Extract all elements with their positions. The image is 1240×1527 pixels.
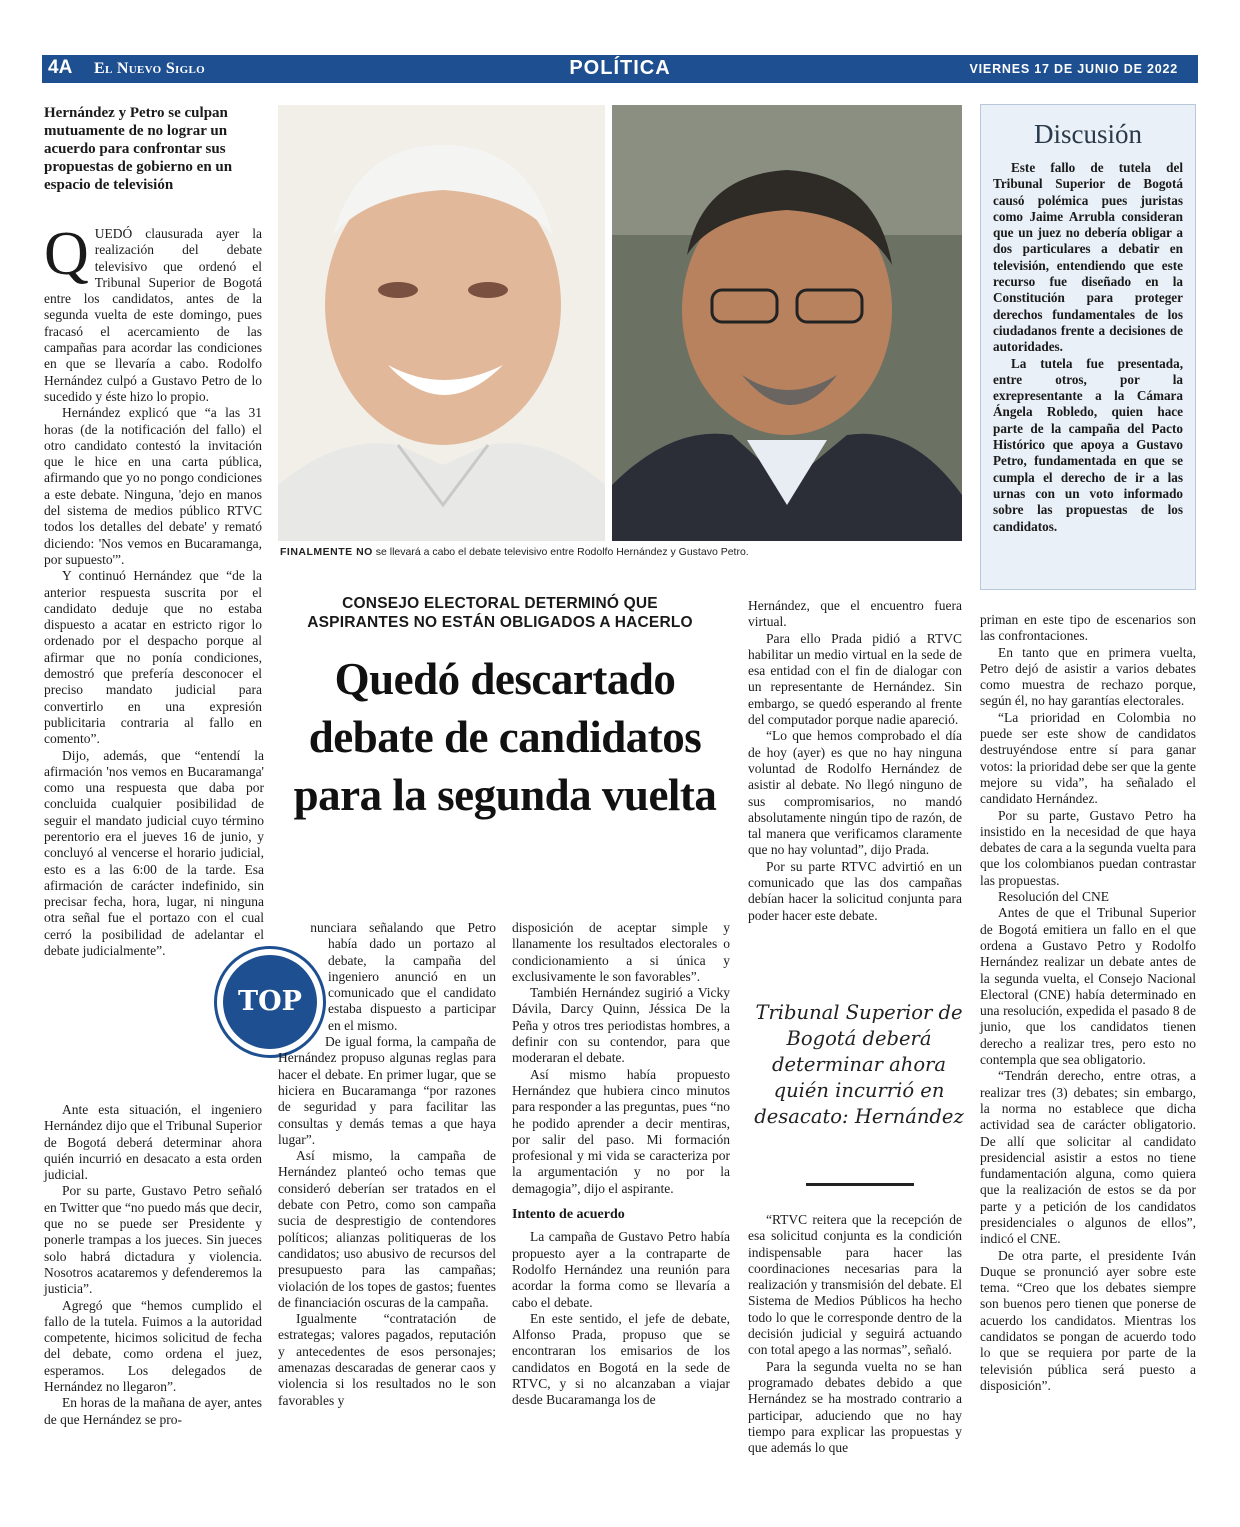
caption-text: se llevará a cabo el debate televisivo entre Rodolfo Hernández y Gustavo Petro. (372, 546, 749, 558)
lead-text: clausurada ayer la realización del debate televisivo que ordenó el Tribunal Superior de Bogotá entre los candidatos, antes de la segunda vuelta de este domingo, pues fracasó el acercamiento de las campañas para acordar las condiciones en que se llevaría a cabo. Rodolfo Hernández culpó a Gustavo Petro de lo sucedido y éste hizo lo propio. (44, 226, 262, 404)
article-column-5 (980, 612, 1196, 1394)
paragraph: priman en este tipo de escenarios son las confrontaciones. (980, 612, 1196, 644)
paragraph: Antes de que el Tribunal Superior de Bogotá emitiera un fallo en el que ordena a Gustavo Petro y Rodolfo Hernández realizar un debate antes de la segunda vuelta, el Consejo Nacional Electoral (CNE) había determinado en una resolución, expedida el pasado 8 de junio, que los candidatos tienen derecho a realizar tres, pero esto no contempla que sea obligatorio. (980, 905, 1196, 1068)
paragraph: “Lo que hemos comprobado el día de hoy (ayer) es que no hay ninguna voluntad de Rodolfo Hernández de asistir al debate. No llegó ninguno de sus compromisarios, no mandó absolutamente ningún tipo de razón, de tal manera que verificamos claramente que no hay voluntad”, dijo Prada. (748, 728, 962, 858)
paragraph: La tutela fue presentada, entre otros, por la exrepresentante a la Cámara Ángela Robledo, quien hace parte de la campaña del Pacto Histórico que apoya a Gustavo Petro, fundamentada en que se cumpla el derecho de ir a las urnas con un voto informado sobre las propuestas de los candidatos. (993, 355, 1183, 534)
section-title: POLÍTICA (569, 57, 671, 79)
subhead-cne: Resolución del CNE (998, 889, 1109, 905)
paragraph: Por su parte, Gustavo Petro señaló en Twitter que “no puedo más que decir, que no se puede ser Presidente y ponerle trampas a los jueces. Sin jueces solo habrá dictadura y violencia. Nosotros acataremos y defenderemos la justicia”. (44, 1183, 262, 1297)
article-column-2 (278, 920, 496, 1409)
paragraph: Igualmente “contratación de estrategas; valores pagados, reputación y antecedentes de esos personajes; amenazas descaradas de generar caos y violencia si los resultados no le son favorables y (278, 1311, 496, 1408)
article-column-4 (748, 598, 962, 924)
paragraph: Ante esta situación, el ingeniero Hernández dijo que el Tribunal Superior de Bogotá deberá determinar ahora quién incurrió en desacato a esta orden judicial. (44, 1102, 262, 1183)
sidebar-text (993, 160, 1183, 535)
paragraph: Agregó que “hemos cumplido el fallo de la tutela. Fuimos a la autoridad competente, hicimos solicitud de fecha del debate, como ordena el juez, esperamos. Los delegados de Hernández no llegaron”. (44, 1297, 262, 1395)
top-badge-label: TOP (223, 955, 317, 1049)
photo-petro-image (612, 105, 962, 541)
lead-paragraph (44, 220, 262, 405)
sidebar-discusion (980, 104, 1196, 590)
paragraph: Dijo, además, que “entendí la afirmación 'nos vemos en Bucaramanga' como una respuesta que daba por concluida cualquier posibilidad de seguir el mandato judicial cuyo término perentorio era el jueves 16 de junio, y concluyó al vencerse el horario judicial, esto es a las 6:00 de la tarde. Esa afirmación de carácter indefinido, sin precisar fecha, hora, lugar, ni ninguna otra señal fue el portazo con el cual cerró la posibilidad de adelantar el debate judicialmente”. (44, 747, 264, 959)
paragraph: De igual forma, la campaña de Hernández propuso algunas reglas para hacer el debate. En primer lugar, que se hiciera en Bucaramanga “por razones de seguridad y para facilitar las consultas y demás temas a que haya lugar”. (278, 1034, 496, 1147)
pull-quote-rule (806, 1183, 914, 1186)
paragraph: Así mismo había propuesto Hernández que hubiera cinco minutos para responder a las preguntas, pues “no he podido aprender a decir mentiras, por salir del paso. Mi formación profesional y mi vida se caracteriza por la argumentación y no por la demagogia”, dijo el aspirante. (512, 1066, 730, 1196)
newspaper-name: El Nuevo Siglo (94, 60, 205, 77)
paragraph: Hernández, que el encuentro fuera virtual. (748, 598, 962, 630)
paragraph: nunciara señalando que Petro había dado un portazo al debate, la campaña del ingeniero anunció en un comunicado que el candidato estaba dispuesto a participar en el mismo. (310, 920, 496, 1033)
pull-quote: Tribunal Superior de Bogotá deberá determinar ahora quién incurrió en desacato: Hernández (754, 1001, 964, 1128)
article-column-1 (44, 220, 264, 959)
caption-lead: FINALMENTE NO (280, 546, 373, 558)
page-number: 4A (48, 57, 73, 78)
paragraph: Este fallo de tutela del Tribunal Superior de Bogotá causó polémica pues juristas como Jaime Arrubla consideran que un juez no debería obligar a dos particulares a debatir en televisión, entendiendo que este recurso fue diseñado en la Constitución para proteger derechos fundamentales de los ciudadanos frente a decisiones de autoridades. (993, 160, 1183, 355)
wrap-spacer (278, 920, 328, 1050)
header-bar (42, 55, 1198, 83)
paragraph: También Hernández sugirió a Vicky Dávila, Darcy Quinn, Jéssica De la Peña y otros tres periodistas hombres, a definir con su contendor, para que moderaran el debate. (512, 985, 730, 1066)
paragraph: Así mismo, la campaña de Hernández planteó ocho temas que consideró deberían ser tratados en el debate con Petro, como son campaña sucia de desprestigio de contendores políticos; alianzas politiqueras de los candidatos; uso abusivo de recursos del presupuesto para las campañas; violación de los topes de gastos; fuentes de financiación oscuras de la campaña. (278, 1148, 496, 1310)
photo-petro (612, 105, 962, 541)
article-deck: Hernández y Petro se culpan mutuamente de no lograr un acuerdo para confrontar sus propuestas de gobierno en un espacio de televisión (44, 105, 233, 193)
paragraph: Por su parte, Gustavo Petro ha insistido en la necesidad de que haya debates de cara a la segunda vuelta para que los colombianos puedan contrastar las propuestas. (980, 807, 1196, 888)
paragraph: Y continuó Hernández que “de la anterior respuesta suscrita por el candidato deduje que no estaba dispuesto a acatar en estricto rigor lo ordenado por el despacho porque al afirmar que no ponía condiciones, demostró que prefería desconocer el preciso mandato judicial para convertirlo en una expresión publicitaria contraria al fallo en comento”. (44, 568, 262, 747)
drop-cap: Q (44, 220, 89, 288)
article-kicker: CONSEJO ELECTORAL DETERMINÓ QUE ASPIRANTES NO ESTÁN OBLIGADOS A HACERLO (307, 595, 693, 631)
paragraph: En horas de la mañana de ayer, antes de que Hernández se pro- (44, 1395, 262, 1427)
paragraph: Para ello Prada pidió a RTVC habilitar un medio virtual en la sede de esa entidad con el fin de dialogar con un representante de Hernández. Sin embargo, se quedó esperando al frente del computador porque nadie apareció. (748, 630, 962, 728)
photo-caption (280, 546, 960, 558)
article-column-1b (44, 1102, 262, 1428)
paragraph: En tanto que en primera vuelta, Petro dejó de asistir a varios debates como muestra de rechazo porque, según él, no hay garantías electorales. (980, 644, 1196, 709)
photo-hernandez (278, 105, 605, 541)
subhead-intento: Intento de acuerdo (512, 1207, 625, 1223)
paragraph: En este sentido, el jefe de debate, Alfonso Prada, propuso que se encontraran los emisarios de los candidatos en Bogotá en la sede de RTVC, y si no alcanzaban a viajar desde Bucaramanga los de (512, 1310, 730, 1408)
article-headline: Quedó descartado debate de candidatos para la segunda vuelta (293, 654, 717, 820)
paragraph: “La prioridad en Colombia no puede ser este show de candidatos destruyéndose entre sí para ganar votos: la prioridad debe ser que la gente mejore su vida”, ha señalado el candidato Hernández. (980, 709, 1196, 807)
paragraph: “RTVC reitera que la recepción de esa solicitud conjunta es la condición indispensable para hacer las coordinaciones necesarias para la realización y transmisión del debate. El Sistema de Medios Públicos ha hecho todo lo que le corresponde dentro de la decisión judicial y seguirá actuando con total apego a las normas”, señaló. (748, 1212, 962, 1358)
paragraph: Hernández explicó que “a las 31 horas (de la notificación del fallo) el otro candidato contestó la invitación que le hice en una carta pública, afirmando que yo no pongo condiciones a este debate. Ninguna, 'dejo en manos del sistema de medios público RTVC todos los detalles del debate' y remató diciendo: 'Nos vemos en Bucaramanga, por supuesto'”. (44, 405, 262, 567)
paragraph: “Tendrán derecho, entre otras, a realizar tres (3) debates; sin embargo, la norma no establece que dicha actividad sea de carácter obligatorio. De allí que solicitar al candidato presidencial asistir a estos no tiene fundamentación alguna, como quiera que la realización de estos se da por parte y a petición de los candidatos presidenciales o algunos de ellos”, indicó el CNE. (980, 1068, 1196, 1247)
paragraph: disposición de aceptar simple y llanamente los resultados electorales o condicionamiento a si única y exclusivamente le son favorables”. (512, 920, 730, 984)
article-column-4b (748, 1212, 962, 1456)
paragraph: La campaña de Gustavo Petro había propuesto ayer a la contraparte de Rodolfo Hernández una reunión para acordar la forma como se llevaría a cabo el debate. (512, 1229, 730, 1310)
sidebar-title: Discusión (1034, 119, 1142, 149)
lead-caps: UEDÓ (94, 226, 133, 241)
issue-date: VIERNES 17 DE JUNIO DE 2022 (969, 62, 1178, 76)
photo-hernandez-image (278, 105, 605, 541)
article-column-3 (512, 920, 730, 1409)
paragraph: Para la segunda vuelta no se han programado debates debido a que Hernández se ha mostrado contrario a participar, aduciendo que no hay tiempo para explicar las propuestas y que además lo que (748, 1358, 962, 1456)
paragraph: De otra parte, el presidente Iván Duque se pronunció ayer sobre este tema. “Creo que los debates siempre son buenos pero tienen que ponerse de acuerdo los candidatos. Mientras los candidatos se pongan de acuerdo todo lo que se requiera por parte de la televisión pública será puesto a disposición”. (980, 1247, 1196, 1393)
paragraph: Por su parte RTVC advirtió en un comunicado que las dos campañas debían hacer la solicitud conjunta para poder hacer este debate. (748, 858, 962, 923)
